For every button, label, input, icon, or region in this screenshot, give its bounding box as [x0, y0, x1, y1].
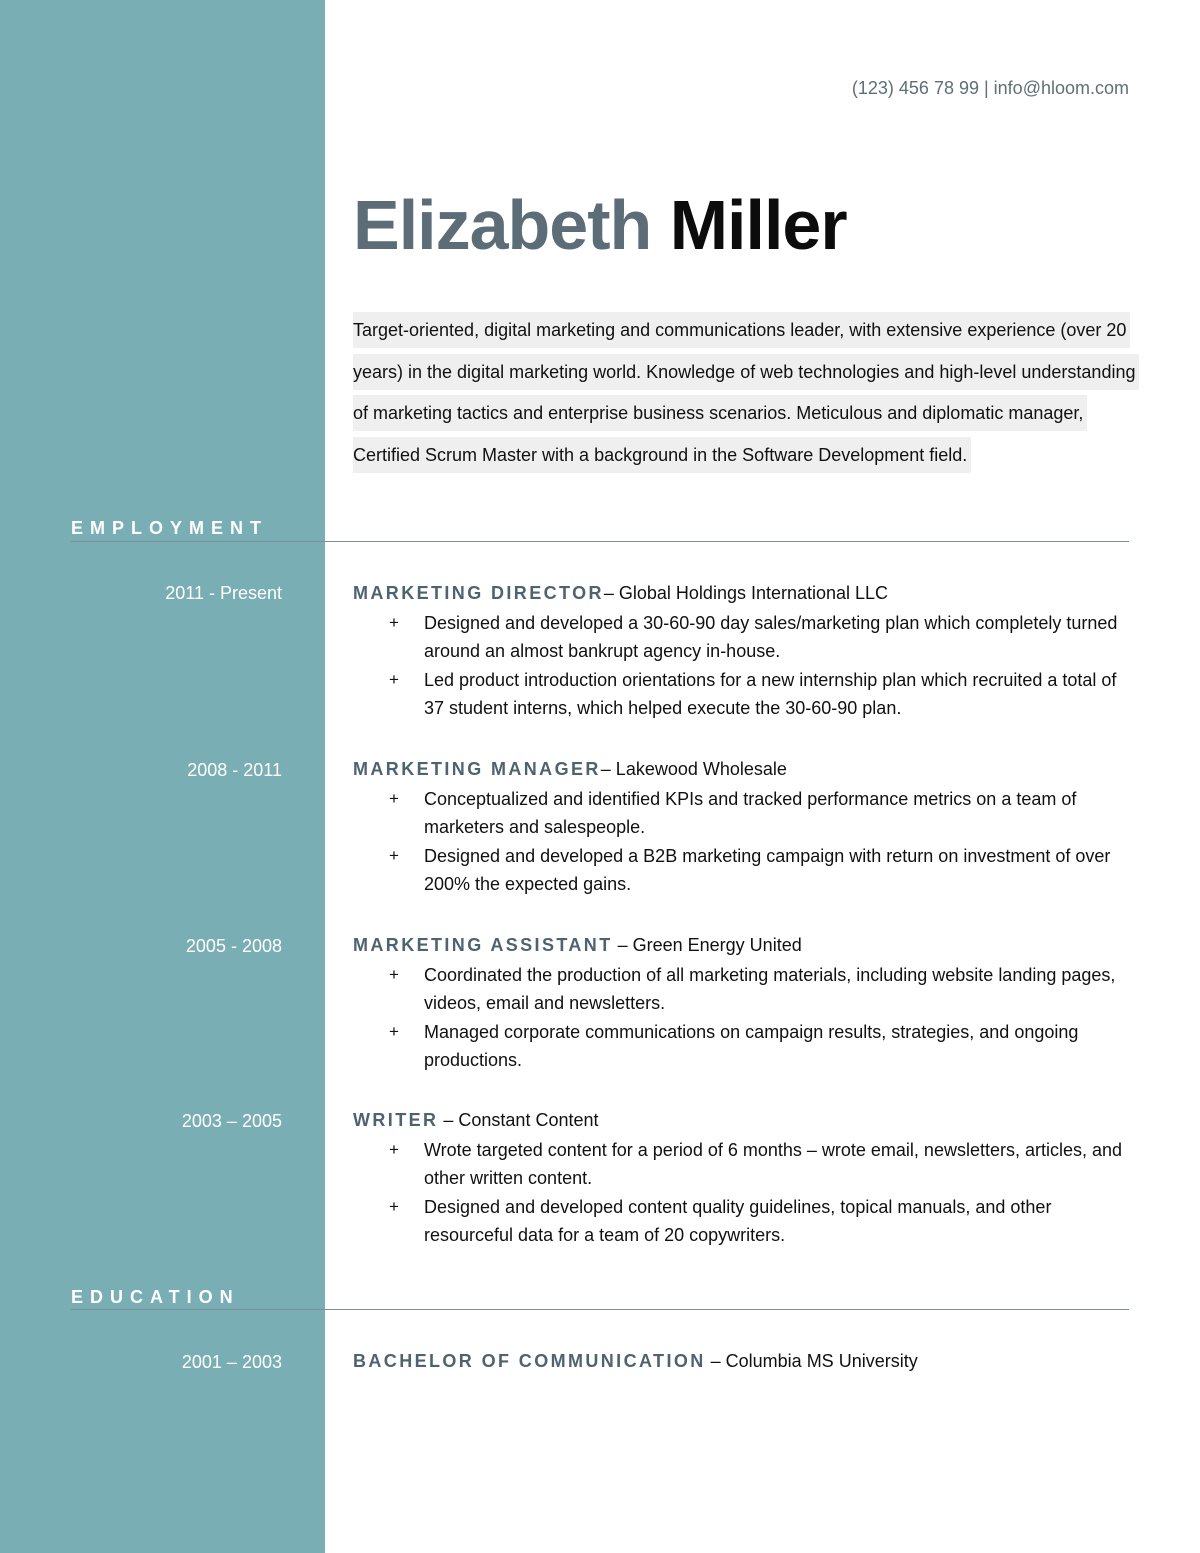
bullet-item: [353, 666, 1133, 722]
job-bullets: [353, 785, 1133, 898]
job-header: [353, 1106, 1133, 1134]
plus-icon: +: [389, 613, 399, 632]
bullet-text: Designed and developed content quality guidelines, topical manuals, and other resourceful data for a team of 20 copywriters.: [424, 1197, 1052, 1245]
bullet-text: Wrote targeted content for a period of 6 months – wrote email, newsletters, articles, and other written content.: [424, 1140, 1123, 1188]
job-bullets: [353, 1136, 1133, 1249]
plus-icon: +: [389, 965, 399, 984]
bullet-item: [353, 785, 1133, 841]
plus-icon: +: [389, 1140, 399, 1159]
bullet-text: Led product introduction orientations for a new internship plan which recruited a total of 37 student interns, which helped execute the 30-60-90 plan.: [424, 670, 1117, 718]
job-entry: [353, 1106, 1133, 1250]
bullet-text: Coordinated the production of all marketing materials, including website landing pages, videos, email and newsletters.: [424, 965, 1116, 1013]
job-entry: [353, 931, 1133, 1075]
job-company: – Constant Content: [438, 1110, 599, 1130]
bullet-item: [353, 1018, 1133, 1074]
employment-heading: EMPLOYMENT: [71, 518, 269, 538]
education-dates: 2001 – 2003: [181, 1352, 282, 1372]
job-dates: 2011 - Present: [165, 583, 282, 603]
job-entry: [353, 579, 1133, 723]
job-bullets: [353, 961, 1133, 1074]
bullet-text: Designed and developed a B2B marketing campaign with return on investment of over 200% the expected gains.: [424, 846, 1111, 894]
job-bullets: [353, 609, 1133, 722]
last-name: Miller: [669, 186, 847, 264]
job-role: MARKETING ASSISTANT: [353, 935, 613, 955]
education-entry: [353, 1347, 1133, 1375]
job-company: – Lakewood Wholesale: [600, 759, 787, 779]
education-divider: [71, 1309, 1129, 1310]
bullet-item: [353, 961, 1133, 1017]
plus-icon: +: [389, 1197, 399, 1216]
bullet-text: Conceptualized and identified KPIs and tracked performance metrics on a team of marketers and salespeople.: [424, 789, 1077, 837]
plus-icon: +: [389, 789, 399, 808]
job-dates: 2005 - 2008: [185, 936, 282, 956]
first-name: Elizabeth: [353, 186, 652, 264]
bullet-item: [353, 609, 1133, 665]
contact-info: (123) 456 78 99 | info@hloom.com: [851, 78, 1129, 98]
candidate-name: [353, 186, 847, 264]
bullet-item: [353, 1193, 1133, 1249]
job-header: [353, 755, 1133, 783]
job-header: [353, 931, 1133, 959]
job-role: MARKETING MANAGER: [353, 759, 601, 779]
education-heading: EDUCATION: [71, 1287, 240, 1307]
job-header: [353, 579, 1133, 607]
school-name: – Columbia MS University: [705, 1351, 918, 1371]
professional-summary: [353, 310, 1138, 476]
degree-title: BACHELOR OF COMMUNICATION: [353, 1351, 706, 1371]
plus-icon: +: [389, 1022, 399, 1041]
bullet-item: [353, 1136, 1133, 1192]
bullet-text: Designed and developed a 30-60-90 day sales/marketing plan which completely turned around an almost bankrupt agency in-house.: [424, 613, 1118, 661]
bullet-text: Managed corporate communications on campaign results, strategies, and ongoing productions.: [424, 1022, 1079, 1070]
plus-icon: +: [389, 846, 399, 865]
job-role: WRITER: [353, 1110, 439, 1130]
job-company: – Green Energy United: [612, 935, 802, 955]
bullet-item: [353, 842, 1133, 898]
education-header: [353, 1347, 1133, 1375]
job-company: – Global Holdings International LLC: [603, 583, 889, 603]
job-role: MARKETING DIRECTOR: [353, 583, 604, 603]
summary-text: Target-oriented, digital marketing and communications leader, with extensive experience (over 20 years) in the digital marketing world. Knowledge of web technologies and high-level understanding of marketing tactics and enterprise business scenarios. Meticulous and diplomatic manager, Certified Scrum Master with a background in the Software Development field.: [353, 312, 1139, 473]
employment-divider: [71, 541, 1129, 542]
job-dates: 2003 – 2005: [181, 1111, 282, 1131]
plus-icon: +: [389, 670, 399, 689]
job-entry: [353, 755, 1133, 899]
job-dates: 2008 - 2011: [187, 760, 282, 780]
